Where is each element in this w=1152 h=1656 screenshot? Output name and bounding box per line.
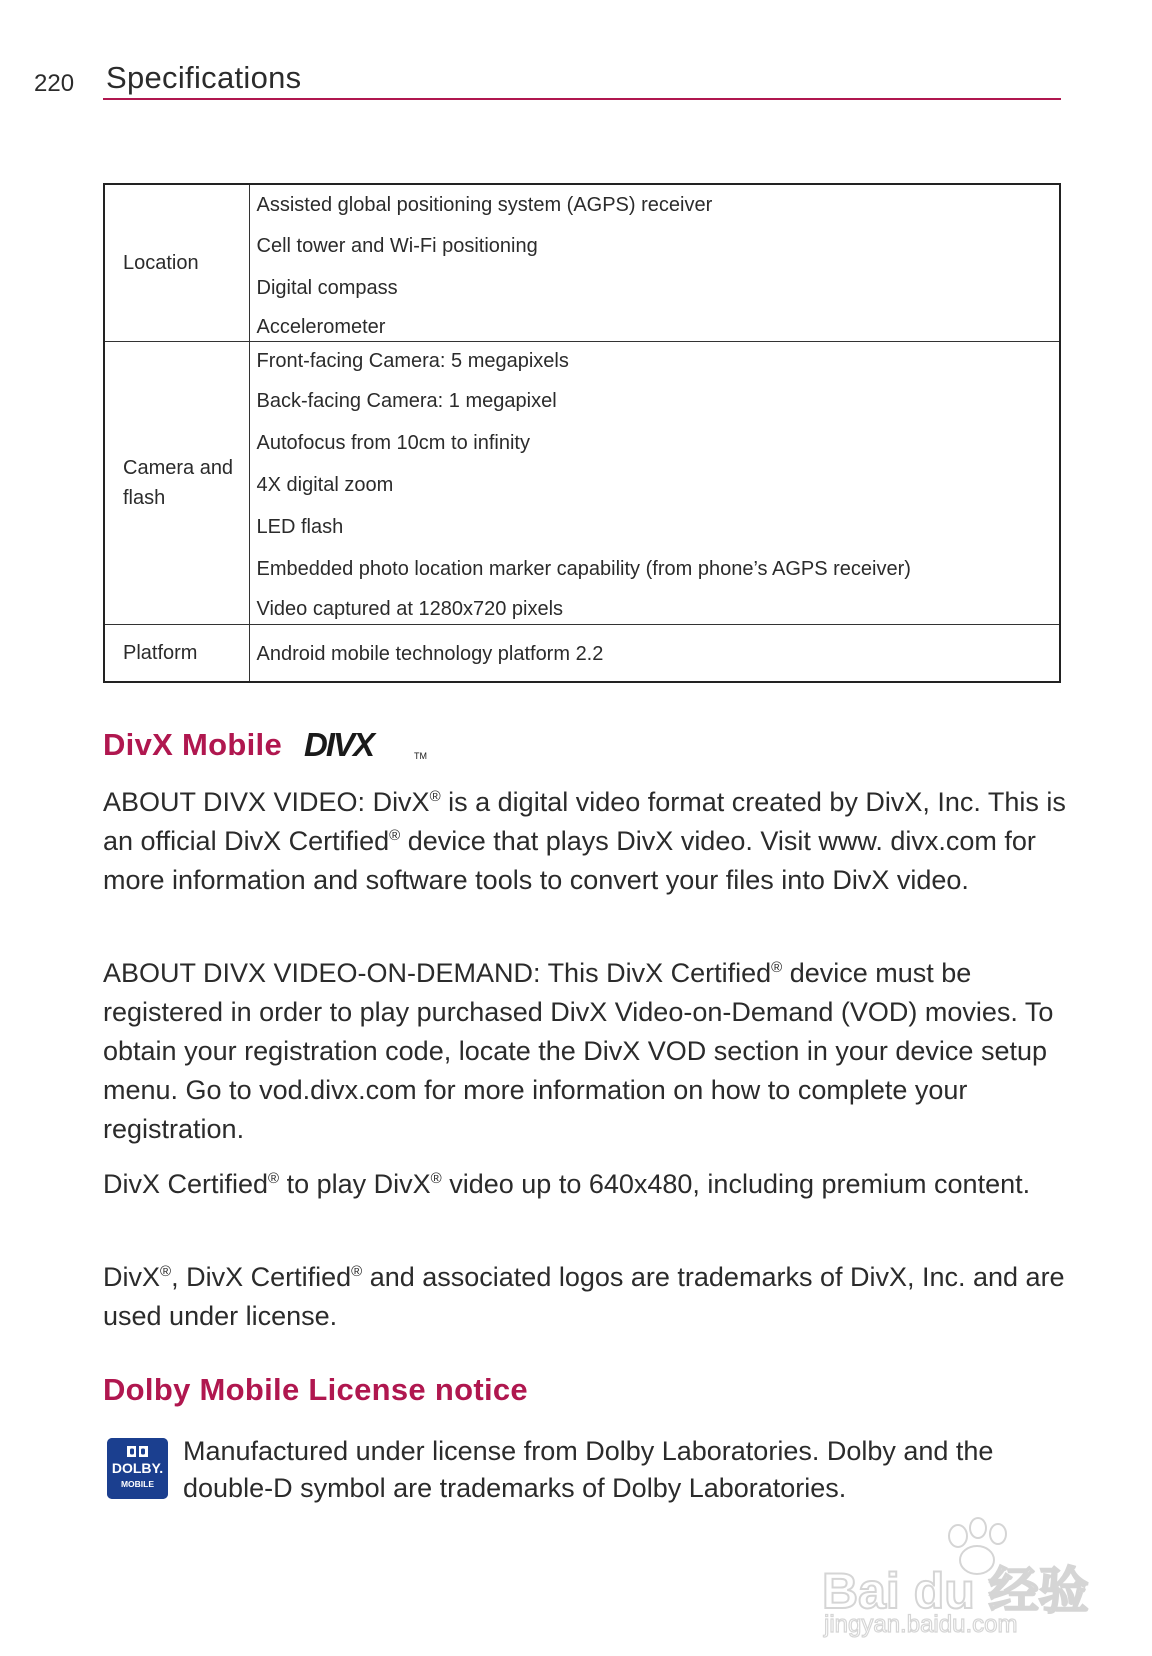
registered-mark: ® <box>268 1170 280 1187</box>
text-span: and associated logos are trademarks of DivX, Inc. and are used under license. <box>103 1262 1065 1331</box>
page-header <box>0 0 1152 110</box>
text-span: device that plays DivX video. Visit www. divx.com for more information and software tools to convert your files into DivX video. <box>103 826 1036 895</box>
spec-value: Autofocus from 10cm to infinity <box>256 432 530 454</box>
dolby-heading: Dolby Mobile License notice <box>103 1372 528 1407</box>
registered-mark: ® <box>429 788 441 805</box>
registered-mark: ® <box>430 1170 442 1187</box>
spec-value: Front-facing Camera: 5 megapixels <box>256 350 569 372</box>
text-span: DivX Certified <box>103 1169 269 1199</box>
text-span: ABOUT DIVX VIDEO-ON-DEMAND: This DivX Certified <box>103 958 772 988</box>
row-values-platform <box>249 625 1060 683</box>
text-span: device must be registered in order to play purchased DivX Video-on-Demand (VOD) movies. To obtain your registration code, locate the DivX VOD section in your device setup menu. Go to vod.divx.com for more information on how to complete your registration. <box>103 958 1054 1144</box>
divx-paragraph-vod <box>103 954 1073 1149</box>
dolby-badge-line1: DOLBY. <box>111 1460 164 1476</box>
dolby-mobile-logo-icon <box>107 1438 168 1499</box>
spec-value: Digital compass <box>256 277 398 299</box>
registered-mark: ® <box>389 827 401 844</box>
spec-value: Embedded photo location marker capability (from phone’s AGPS receiver) <box>256 558 911 580</box>
divx-heading: DivX Mobile <box>103 727 282 762</box>
watermark-url: jingyan.baidu.com <box>824 1611 1018 1638</box>
table-row-location <box>104 184 1060 342</box>
registered-mark: ® <box>771 959 783 976</box>
page-number: 220 <box>34 70 75 97</box>
registered-mark: ® <box>351 1263 363 1280</box>
text-span: , DivX Certified <box>171 1262 352 1292</box>
divx-logo-tm: TM <box>414 751 427 760</box>
spec-value: LED flash <box>256 516 344 538</box>
page-title: Specifications <box>106 60 302 95</box>
spec-value: Accelerometer <box>256 316 386 338</box>
spec-value: Cell tower and Wi-Fi positioning <box>256 235 538 257</box>
row-label-platform: Platform <box>104 625 249 683</box>
dolby-badge-line2: MOBILE <box>120 1479 155 1489</box>
row-label-line: Camera and <box>123 457 234 479</box>
text-span: is a digital video format created by DivX, Inc. This is an official DivX Certified <box>103 787 1066 856</box>
spec-value: Back-facing Camera: 1 megapixel <box>256 390 557 412</box>
row-label-line: flash <box>123 487 166 509</box>
registered-mark: ® <box>160 1263 172 1280</box>
spec-value: 4X digital zoom <box>256 474 394 496</box>
dolby-notice-text: Manufactured under license from Dolby Laboratories. Dolby and the double-D symbol are trademarks of Dolby Laboratories. <box>183 1436 994 1503</box>
spec-table <box>103 183 1061 683</box>
divx-paragraph-certified <box>103 1165 1073 1204</box>
divx-logo-text: DIVX <box>304 730 374 760</box>
text-span: to play DivX <box>279 1169 431 1199</box>
divx-logo <box>304 730 434 760</box>
spec-value: Video captured at 1280x720 pixels <box>256 598 564 620</box>
watermark-brand: Bai du 经验 <box>822 1563 1089 1619</box>
baidu-watermark <box>820 1498 1120 1638</box>
spec-value: Assisted global positioning system (AGPS) receiver <box>256 194 713 216</box>
row-values-location <box>249 184 1060 342</box>
row-label-camera <box>104 342 249 625</box>
text-span: ABOUT DIVX VIDEO: DivX <box>103 787 430 817</box>
divx-paragraph-about-video <box>103 783 1073 900</box>
row-values-camera <box>249 342 1060 625</box>
header-rule <box>103 98 1061 100</box>
text-span: DivX <box>103 1262 161 1292</box>
table-row-camera <box>104 342 1060 625</box>
divx-paragraph-trademarks <box>103 1258 1073 1336</box>
text-span: video up to 640x480, including premium content. <box>441 1169 1031 1199</box>
table-row-platform <box>104 625 1060 683</box>
row-label-location: Location <box>104 184 249 342</box>
spec-value: Android mobile technology platform 2.2 <box>256 643 604 665</box>
